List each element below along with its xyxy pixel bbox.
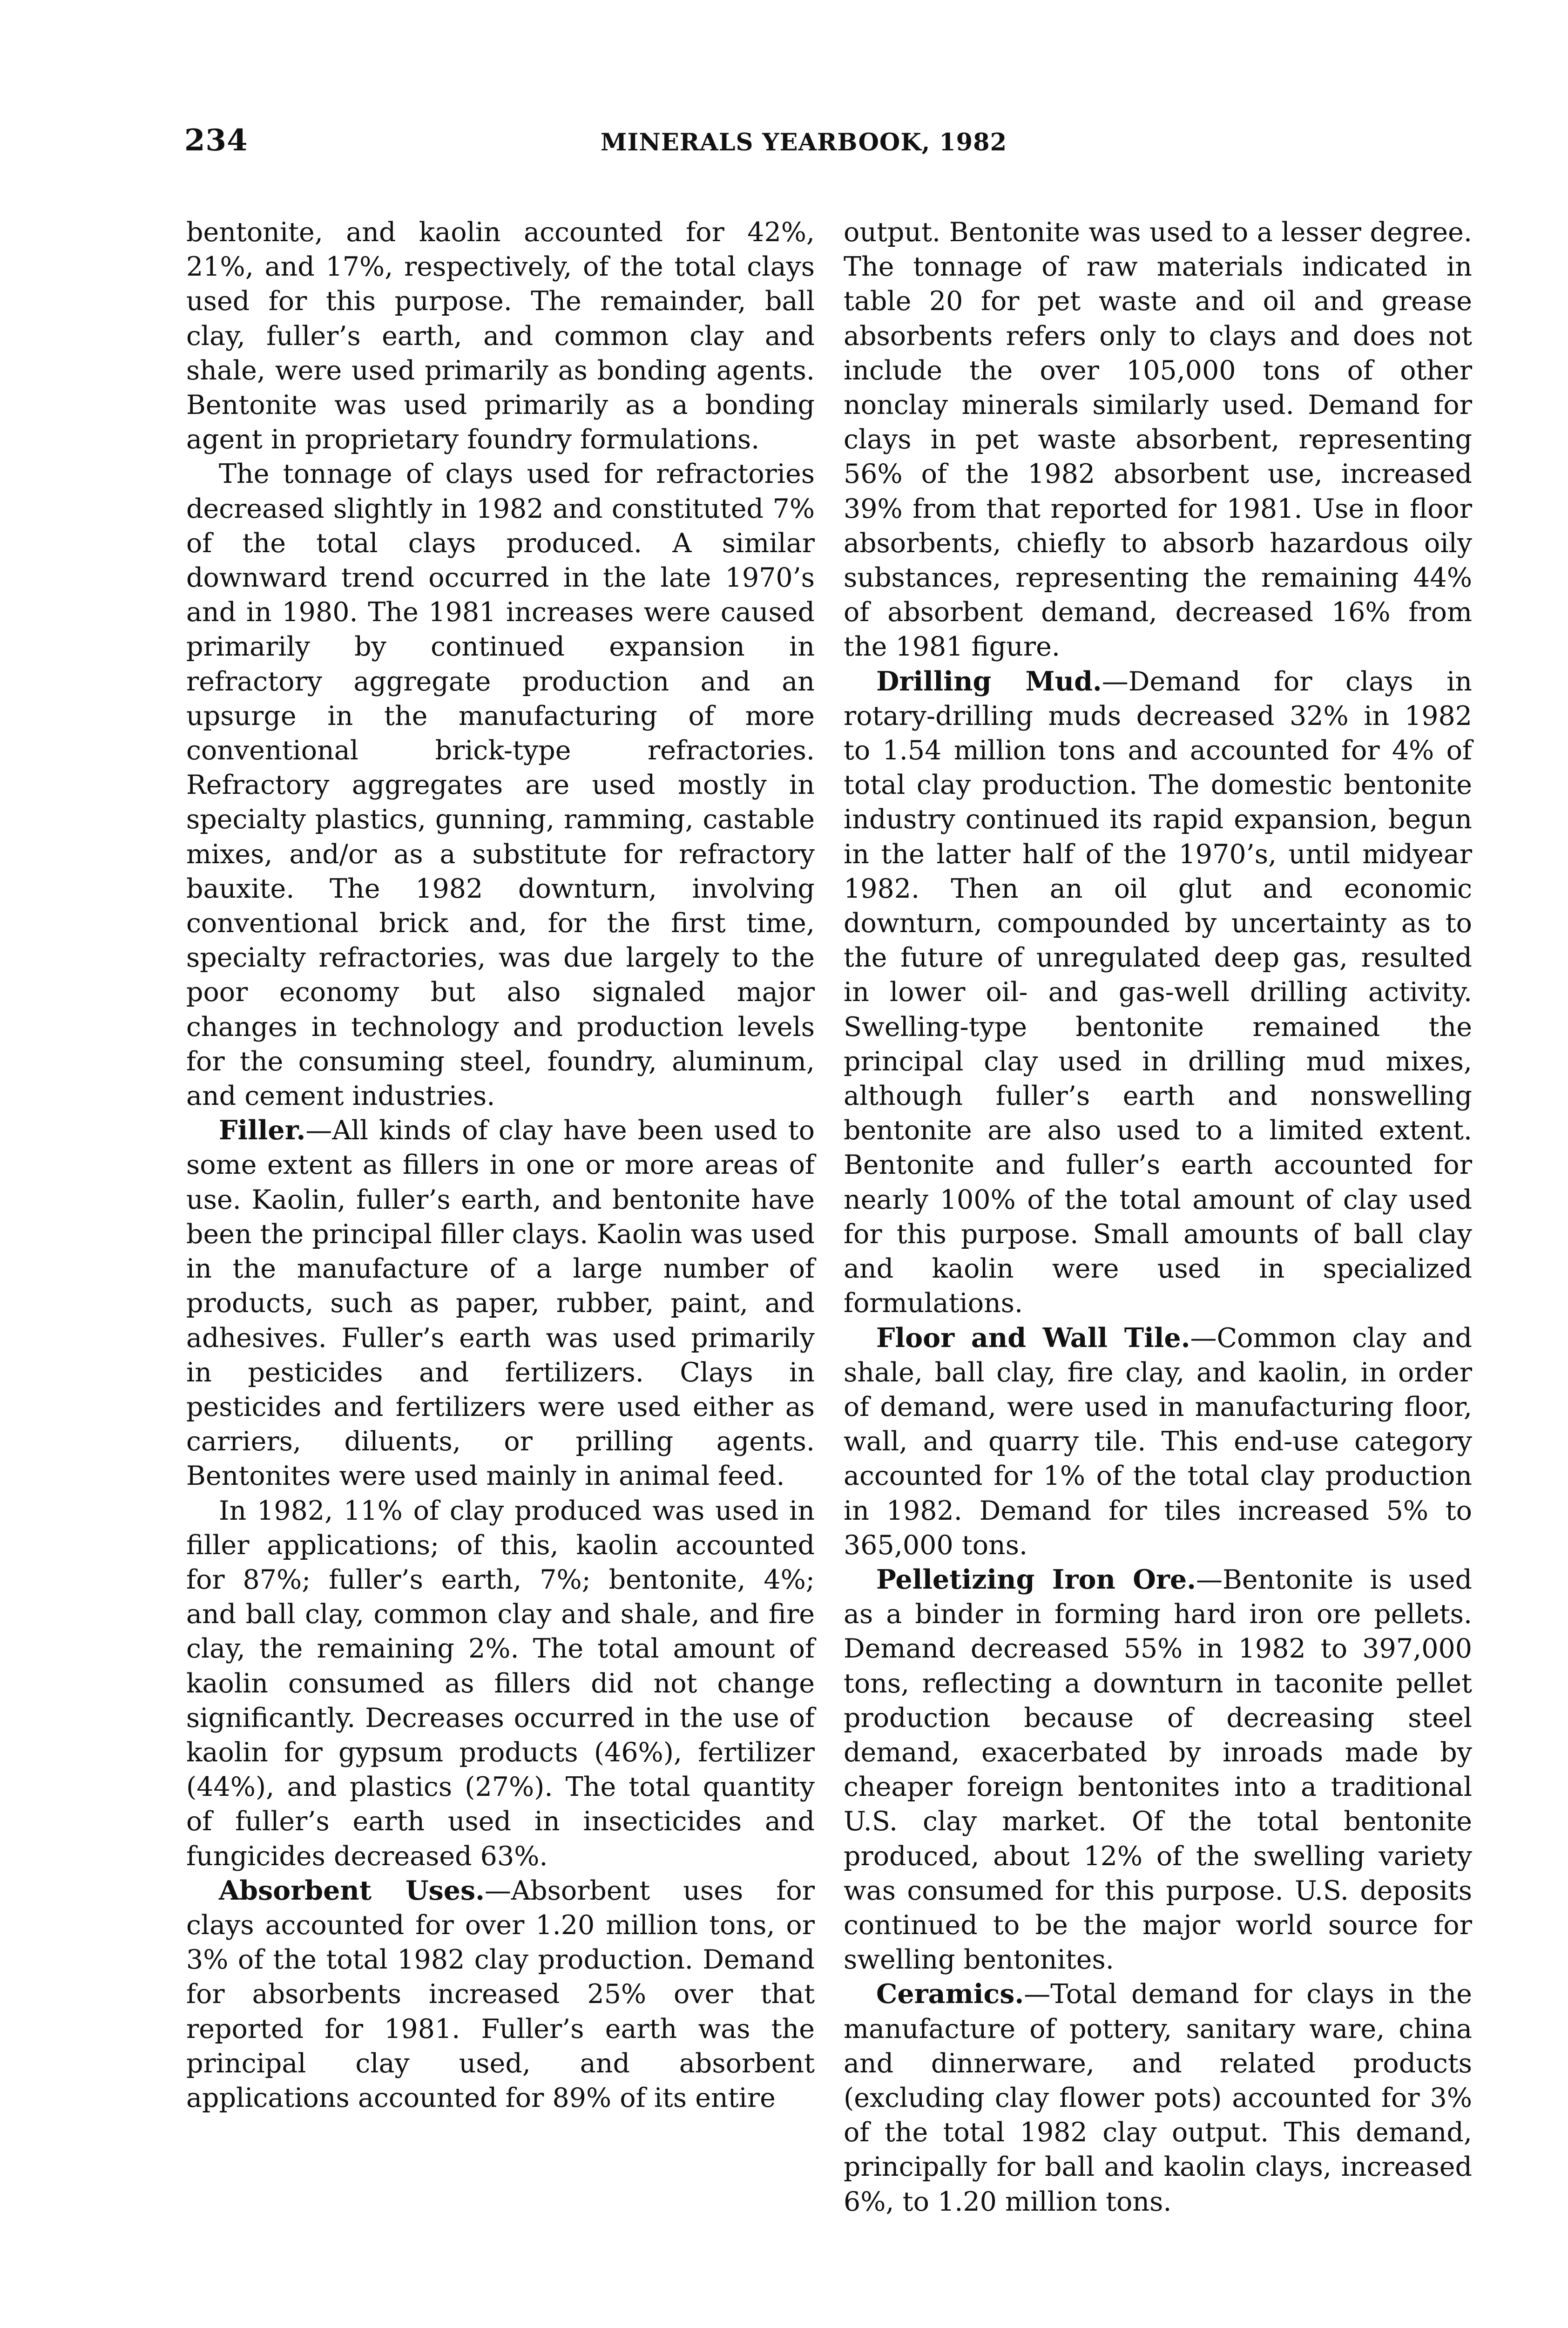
paragraph-body: —Absorbent uses for clays accounted for over 1.20 million tons, or 3% of the total 1982 clay production. Demand for absorbents increased 25% over that reported for 1981. Fuller’s earth was the principal clay used, and absorbent applications accounted for 89% of its entire [186, 1875, 815, 2113]
paragraph-body: —Total demand for clays in the manufacture of pottery, sanitary ware, china and dinnerware, and related products (excluding clay flower pots) accounted for 3% of the total 1982 clay output. This demand, principally for ball and kaolin clays, increased 6%, to 1.20 million tons. [844, 1979, 1472, 2217]
section-heading-filler: Filler. [219, 1115, 306, 1146]
paragraph-body: —Common clay and shale, ball clay, fire clay, and kaolin, in order of demand, were used in manufacturing floor, wall, and quarry tile. This end-use category accounted for 1% of the total clay production in 1982. Demand for tiles increased 5% to 365,000 tons. [844, 1322, 1472, 1561]
paragraph [844, 1977, 1472, 2219]
paragraph [186, 1113, 815, 1493]
section-heading-absorbent-uses: Absorbent Uses. [219, 1875, 485, 1906]
paragraph [844, 664, 1472, 1321]
paragraph: The tonnage of clays used for refractories decreased slightly in 1982 and constituted 7% of the total clays produced. A similar downward trend occurred in the late 1970’s and in 1980. The 1981 increases were caused primarily by continued expansion in refractory aggregate production and an upsurge in the manufacturing of more conventional brick-type refractories. Refractory aggregates are used mostly in specialty plastics, gunning, ramming, castable mixes, and/or as a substitute for refractory bauxite. The 1982 downturn, involving conventional brick and, for the first time, specialty refractories, was due largely to the poor economy but also signaled major changes in technology and production levels for the consuming steel, foundry, aluminum, and cement industries. [186, 459, 815, 1112]
running-head: MINERALS YEARBOOK, 1982 [601, 129, 1007, 156]
paragraph: bentonite, and kaolin accounted for 42%, 21%, and 17%, respectively, of the total clays used for this purpose. The remainder, ball clay, fuller’s earth, and common clay and shale, were used primarily as bonding agents. Bentonite was used primarily as a bonding agent in proprietary foundry formulations. [186, 217, 815, 455]
paragraph-body: —Demand for clays in rotary-drilling muds decreased 32% in 1982 to 1.54 million tons and accounted for 4% of total clay production. The domestic bentonite industry continued its rapid expansion, begun in the latter half of the 1970’s, until midyear 1982. Then an oil glut and economic downturn, compounded by uncertainty as to the future of unregulated deep gas, resulted in lower oil- and gas-well drilling activity. Swelling-type bentonite remained the principal clay used in drilling mud mixes, although fuller’s earth and nonswelling bentonite are also used to a limited extent. Bentonite and fuller’s earth accounted for nearly 100% of the total amount of clay used for this purpose. Small amounts of ball clay and kaolin were used in specialized formulations. [844, 666, 1473, 1319]
section-heading-pelletizing-iron-ore: Pelletizing Iron Ore. [876, 1563, 1196, 1595]
paragraph [844, 1563, 1472, 1977]
section-heading-drilling-mud: Drilling Mud. [876, 665, 1102, 697]
left-column [186, 215, 815, 2115]
section-heading-floor-and-wall-tile: Floor and Wall Tile. [876, 1322, 1190, 1353]
right-column [844, 215, 1472, 2219]
section-heading-ceramics: Ceramics. [876, 1978, 1024, 2010]
paragraph-body: —All kinds of clay have been used to some extent as fillers in one or more areas of use. Kaolin, fuller’s earth, and bentonite have been the principal filler clays. Kaolin was used in the manufacture of a large number of products, such as paper, rubber, paint, and adhesives. Fuller’s earth was used primarily in pesticides and fertilizers. Clays in pesticides and fertilizers were used either as carriers, diluents, or prilling agents. Bentonites were used mainly in animal feed. [186, 1115, 815, 1492]
paragraph [844, 1321, 1472, 1563]
paragraph: In 1982, 11% of clay produced was used in filler applications; of this, kaolin accounted for 87%; fuller’s earth, 7%; bentonite, 4%; and ball clay, common clay and shale, and fire clay, the remaining 2%. The total amount of kaolin consumed as fillers did not change significantly. Decreases occurred in the use of kaolin for gypsum products (46%), fertilizer (44%), and plastics (27%). The total quantity of fuller’s earth used in insecticides and fungicides decreased 63%. [186, 1495, 815, 1872]
paragraph-body: —Bentonite is used as a binder in forming hard iron ore pellets. Demand decreased 55% in 1982 to 397,000 tons, reflecting a downturn in taconite pellet production because of decreasing steel demand, exacerbated by inroads made by cheaper foreign bentonites into a traditional U.S. clay market. Of the total bentonite produced, about 12% of the swelling variety was consumed for this purpose. U.S. deposits continued to be the major world source for swelling bentonites. [844, 1564, 1472, 1976]
paragraph: output. Bentonite was used to a lesser degree. The tonnage of raw materials indicated in table 20 for pet waste and oil and grease absorbents refers only to clays and does not include the over 105,000 tons of other nonclay minerals similarly used. Demand for clays in pet waste absorbent, representing 56% of the 1982 absorbent use, increased 39% from that reported for 1981. Use in floor absorbents, chiefly to absorb hazardous oily substances, representing the remaining 44% of absorbent demand, decreased 16% from the 1981 figure. [844, 217, 1472, 663]
page-number: 234 [184, 123, 248, 158]
paragraph [186, 1874, 815, 2115]
